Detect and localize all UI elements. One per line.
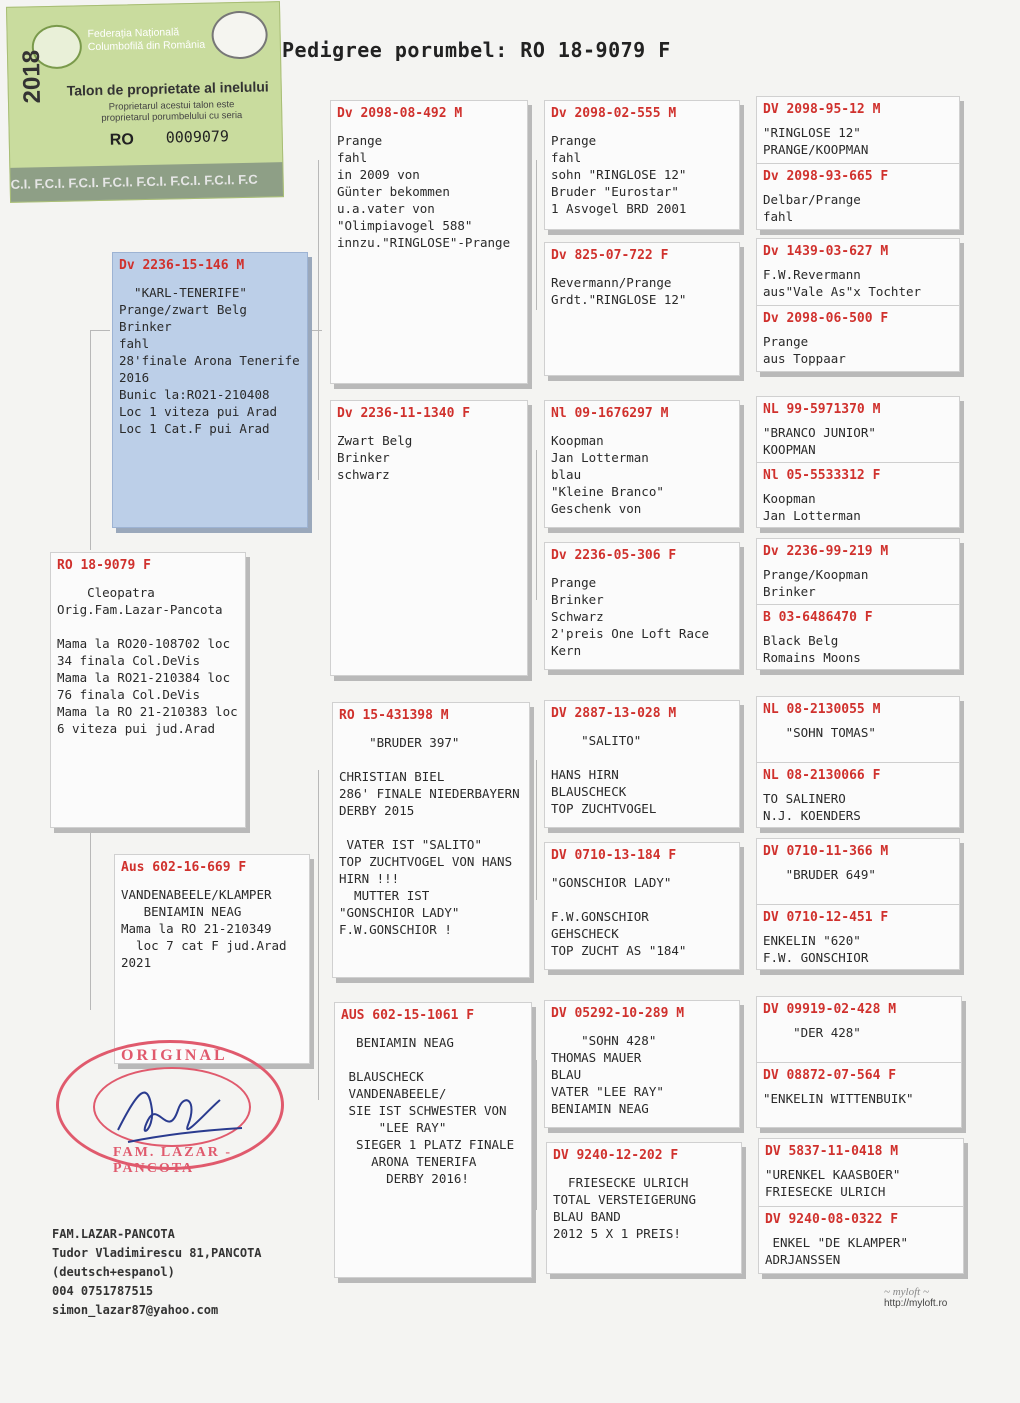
connector-line bbox=[536, 160, 537, 310]
pedigree-note: Mama la RO 21-210349 bbox=[121, 921, 272, 936]
pedigree-note: 1 Asvogel BRD 2001 bbox=[551, 201, 687, 216]
great-great-grandparent-entry bbox=[757, 762, 959, 827]
g4-pair-card bbox=[756, 538, 960, 670]
pedigree-note bbox=[57, 618, 239, 635]
great-great-grandparent-entry bbox=[757, 904, 959, 969]
pedigree-note: 6 viteza pui jud.Arad bbox=[57, 721, 216, 736]
pedigree-note: ENKEL "DE KLAMPER" bbox=[765, 1235, 908, 1250]
great-great-grandparent-entry bbox=[757, 97, 959, 163]
pedigree-note: SIE IST SCHWESTER VON bbox=[341, 1103, 507, 1118]
pedigree-note: "RINGLOSE 12" bbox=[763, 125, 861, 140]
pedigree-note: F.W.GONSCHIOR ! bbox=[339, 922, 452, 937]
pedigree-note: F.W.GONSCHIOR bbox=[551, 909, 649, 924]
pedigree-note: "DER 428" bbox=[763, 1025, 861, 1040]
ring-number: AUS 602-15-1061 F bbox=[341, 1008, 475, 1023]
pedigree-note: Bunic la:RO21-210408 bbox=[119, 387, 270, 402]
pedigree-note: fahl bbox=[763, 209, 794, 224]
pedigree-note: Brinker bbox=[763, 584, 816, 599]
ring-number: Dv 2236-05-306 F bbox=[551, 548, 677, 563]
ring-number: DV 09919-02-428 M bbox=[763, 1002, 897, 1017]
pedigree-note: TO SALINERO bbox=[763, 791, 846, 806]
page-title: Pedigree porumbel: RO 18-9079 F bbox=[282, 38, 671, 62]
pedigree-note: "LEE RAY" bbox=[341, 1120, 447, 1135]
great-great-grandparent-entry bbox=[757, 604, 959, 669]
ring-number: DV 9240-12-202 F bbox=[553, 1148, 679, 1163]
ring-number: DV 08872-07-564 F bbox=[763, 1068, 897, 1083]
pedigree-note: ADRJANSSEN bbox=[765, 1252, 841, 1267]
pedigree-note: 286' FINALE NIEDERBAYERN bbox=[339, 786, 520, 801]
pedigree-note: Grdt."RINGLOSE 12" bbox=[551, 292, 687, 307]
pedigree-note: N.J. KOENDERS bbox=[763, 808, 861, 823]
great-great-grandparent-entry bbox=[757, 163, 959, 229]
grandparent-card bbox=[334, 1002, 532, 1278]
pedigree-note: 76 finala Col.DeVis bbox=[57, 687, 200, 702]
pedigree-note: Delbar/Prange bbox=[763, 192, 861, 207]
pedigree-note: TOTAL VERSTEIGERUNG bbox=[553, 1192, 696, 1207]
pedigree-note: Bruder "Eurostar" bbox=[551, 184, 679, 199]
pedigree-note: Romains Moons bbox=[763, 650, 861, 665]
ring-number: Nl 09-1676297 M bbox=[551, 406, 669, 421]
pedigree-note: DERBY 2016! bbox=[341, 1171, 469, 1186]
pedigree-note: TOP ZUCHTVOGEL bbox=[551, 801, 657, 816]
pedigree-note: BLAU bbox=[551, 1067, 582, 1082]
breeder-address: Tudor Vladimirescu 81,PANCOTA bbox=[52, 1246, 262, 1260]
great-grandparent-card bbox=[544, 100, 740, 230]
great-great-grandparent-entry bbox=[757, 839, 959, 904]
great-great-grandparent-entry bbox=[759, 1139, 963, 1206]
pedigree-note: ARONA TENERIFA bbox=[341, 1154, 477, 1169]
connector-line bbox=[90, 330, 110, 331]
pedigree-note: Brinker bbox=[337, 450, 390, 465]
ticket-heading: Talon de proprietate al inelului bbox=[66, 78, 269, 99]
pedigree-note: Brinker bbox=[551, 592, 604, 607]
ring-number: Dv 1439-03-627 M bbox=[763, 244, 889, 259]
pedigree-note: Kern bbox=[551, 643, 582, 658]
great-grandparent-card bbox=[544, 842, 740, 970]
connector-line bbox=[536, 760, 537, 900]
pedigree-note: "BRUDER 649" bbox=[763, 867, 876, 882]
pedigree-note: Zwart Belg bbox=[337, 433, 413, 448]
ticket-year: 2018 bbox=[17, 49, 47, 104]
pedigree-note: PRANGE/KOOPMAN bbox=[763, 142, 869, 157]
ring-number: NL 08-2130066 F bbox=[763, 768, 881, 783]
connector-line bbox=[536, 1060, 537, 1210]
great-grandparent-card bbox=[544, 242, 740, 376]
fci-seal-icon bbox=[211, 10, 268, 59]
pedigree-note: Black Belg bbox=[763, 633, 839, 648]
great-grandparent-card bbox=[544, 700, 740, 828]
pedigree-note: BLAUSCHECK bbox=[551, 784, 627, 799]
pedigree-note: 34 finala Col.DeVis bbox=[57, 653, 200, 668]
pedigree-note: Prange bbox=[337, 133, 383, 148]
pedigree-note: Prange bbox=[551, 575, 597, 590]
stamp-top-text: ORIGINAL bbox=[121, 1047, 228, 1064]
ring-number: Dv 825-07-722 F bbox=[551, 248, 669, 263]
pedigree-note: Cleopatra bbox=[57, 585, 155, 600]
ticket-notice: Proprietarul acestui talon este proprietarul porumbelului cu seria bbox=[101, 99, 243, 124]
pedigree-note: u.a.vater von bbox=[337, 201, 435, 216]
pedigree-note: Brinker bbox=[119, 319, 172, 334]
ring-number: Dv 2098-02-555 M bbox=[551, 106, 677, 121]
grandparent-card bbox=[330, 100, 528, 384]
ticket-strip: C.I. F.C.I. F.C.I. F.C.I. F.C.I. F.C.I. F.C.I. F.C bbox=[10, 162, 283, 202]
pedigree-note: F.W. GONSCHIOR bbox=[763, 950, 869, 965]
ticket-prefix: RO bbox=[109, 131, 134, 149]
pedigree-note: SIEGER 1 PLATZ FINALE bbox=[341, 1137, 515, 1152]
ring-number: Dv 2098-93-665 F bbox=[763, 169, 889, 184]
pedigree-note: innzu."RINGLOSE"-Prange bbox=[337, 235, 511, 250]
g4-pair-card bbox=[756, 696, 960, 828]
pedigree-note: BLAU BAND bbox=[553, 1209, 621, 1224]
pedigree-note: Loc 1 Cat.F pui Arad bbox=[119, 421, 270, 436]
signature-icon bbox=[108, 1070, 248, 1160]
pedigree-note: GEHSCHECK bbox=[551, 926, 619, 941]
pedigree-note bbox=[341, 1051, 525, 1068]
pedigree-note: "URENKEL KAASBOER" bbox=[765, 1167, 901, 1182]
pedigree-note: VATER IST "SALITO" bbox=[339, 837, 482, 852]
pedigree-note: "Kleine Branco" bbox=[551, 484, 664, 499]
ticket-org: Federația Națională Columbofilă din România bbox=[87, 26, 206, 54]
breeder-languages: (deutsch+espanol) bbox=[52, 1265, 175, 1279]
pedigree-note: Koopman bbox=[763, 491, 816, 506]
great-great-grandparent-entry bbox=[757, 239, 959, 305]
pedigree-note: BENIAMIN NEAG bbox=[121, 904, 242, 919]
pedigree-note: fahl bbox=[551, 150, 582, 165]
sire-card bbox=[112, 252, 308, 528]
pedigree-note bbox=[339, 751, 523, 768]
pedigree-note: BLAUSCHECK bbox=[341, 1069, 424, 1084]
ring-number: Nl 05-5533312 F bbox=[763, 468, 881, 483]
pedigree-note: blau bbox=[551, 467, 582, 482]
pedigree-note: Revermann/Prange bbox=[551, 275, 672, 290]
pedigree-note: THOMAS MAUER bbox=[551, 1050, 642, 1065]
pedigree-note: Koopman bbox=[551, 433, 604, 448]
breeder-name: FAM.LAZAR-PANCOTA bbox=[52, 1227, 175, 1241]
great-great-grandparent-entry bbox=[757, 1062, 961, 1127]
ring-number: DV 2887-13-028 M bbox=[551, 706, 677, 721]
pedigree-note: "KARL-TENERIFE" bbox=[119, 285, 247, 300]
pedigree-note: loc 7 cat F jud.Arad bbox=[121, 938, 287, 953]
pedigree-note: F.W.Revermann bbox=[763, 267, 861, 282]
breeder-contact bbox=[52, 1225, 262, 1320]
great-great-grandparent-entry bbox=[757, 462, 959, 527]
great-grandparent-card bbox=[544, 1000, 740, 1128]
ring-number: DV 9240-08-0322 F bbox=[765, 1212, 899, 1227]
ring-number: Dv 2098-08-492 M bbox=[337, 106, 463, 121]
myloft-url[interactable]: http://myloft.ro bbox=[884, 1298, 948, 1309]
pedigree-note: FRIESECKE ULRICH bbox=[765, 1184, 886, 1199]
ring-ownership-ticket bbox=[6, 1, 284, 203]
g4-pair-card bbox=[756, 838, 960, 970]
pedigree-note: TOP ZUCHT AS "184" bbox=[551, 943, 687, 958]
pedigree-note: in 2009 von bbox=[337, 167, 420, 182]
pedigree-note: VANDENABEELE/KLAMPER bbox=[121, 887, 272, 902]
ring-number: Dv 2236-99-219 M bbox=[763, 544, 889, 559]
myloft-brand bbox=[884, 1286, 947, 1309]
pedigree-note: BENIAMIN NEAG bbox=[341, 1035, 454, 1050]
breeder-email[interactable]: simon_lazar87@yahoo.com bbox=[52, 1303, 219, 1317]
great-great-grandparent-entry bbox=[757, 697, 959, 762]
great-great-grandparent-entry bbox=[757, 539, 959, 604]
ring-number: DV 05292-10-289 M bbox=[551, 1006, 685, 1021]
breeder-phone: 004 0751787515 bbox=[52, 1284, 154, 1298]
pedigree-note: Mama la RO 21-210383 loc bbox=[57, 704, 238, 719]
ring-number: RO 15-431398 M bbox=[339, 708, 449, 723]
pedigree-note: 2'preis One Loft Race bbox=[551, 626, 710, 641]
ring-number: Aus 602-16-669 F bbox=[121, 860, 247, 875]
pedigree-note: "SOHN 428" bbox=[551, 1033, 657, 1048]
pedigree-note: "GONSCHIOR LADY" bbox=[551, 875, 672, 890]
pedigree-note: fahl bbox=[119, 336, 150, 351]
g4-pair-card bbox=[756, 96, 960, 230]
pedigree-note: 28'finale Arona Tenerife bbox=[119, 353, 300, 368]
pedigree-note: BENIAMIN NEAG bbox=[551, 1101, 649, 1116]
pedigree-note: "BRANCO JUNIOR" bbox=[763, 425, 876, 440]
great-great-grandparent-entry bbox=[757, 305, 959, 371]
connector-line bbox=[318, 770, 319, 1100]
pedigree-note: MUTTER IST bbox=[339, 888, 430, 903]
grandparent-card bbox=[330, 400, 528, 676]
ring-number: DV 0710-12-451 F bbox=[763, 910, 889, 925]
g4-pair-card bbox=[756, 238, 960, 372]
ring-number: Dv 2236-11-1340 F bbox=[337, 406, 471, 421]
pedigree-note: 2016 bbox=[119, 370, 150, 385]
grandparent-card bbox=[332, 702, 530, 978]
pedigree-note: CHRISTIAN BIEL bbox=[339, 769, 445, 784]
connector-line bbox=[318, 160, 319, 480]
pedigree-note: Orig.Fam.Lazar-Pancota bbox=[57, 602, 223, 617]
pedigree-note: Jan Lotterman bbox=[551, 450, 649, 465]
pedigree-note: Prange bbox=[551, 133, 597, 148]
great-grandparent-card bbox=[546, 1142, 742, 1274]
pedigree-note: "BRUDER 397" bbox=[339, 735, 460, 750]
great-great-grandparent-entry bbox=[757, 997, 961, 1062]
pedigree-note: ENKELIN "620" bbox=[763, 933, 861, 948]
pedigree-note: "SOHN TOMAS" bbox=[763, 725, 876, 740]
myloft-logo-icon: ~ myloft ~ bbox=[884, 1286, 929, 1298]
connector-line bbox=[90, 330, 91, 550]
ring-number: DV 0710-11-366 M bbox=[763, 844, 889, 859]
great-great-grandparent-entry bbox=[759, 1206, 963, 1273]
pedigree-note: Jan Lotterman bbox=[763, 508, 861, 523]
ring-number: B 03-6486470 F bbox=[763, 610, 873, 625]
great-grandparent-card bbox=[544, 400, 740, 528]
pedigree-note: Mama la RO20-108702 loc bbox=[57, 636, 231, 651]
pedigree-note bbox=[551, 749, 733, 766]
subject-card bbox=[50, 552, 246, 828]
pedigree-note: VANDENABEELE/ bbox=[341, 1086, 447, 1101]
pedigree-note: aus"Vale As"x Tochter bbox=[763, 284, 922, 299]
ring-number: DV 5837-11-0418 M bbox=[765, 1144, 899, 1159]
pedigree-note: Prange/zwart Belg bbox=[119, 302, 247, 317]
g4-pair-card bbox=[756, 996, 962, 1128]
g4-pair-card bbox=[758, 1138, 964, 1274]
stamp-bottom-text: FAM. LAZAR - PANCOTA bbox=[113, 1145, 233, 1176]
ticket-number: 0009079 bbox=[165, 127, 230, 147]
pedigree-note: schwarz bbox=[337, 467, 390, 482]
ring-number: NL 08-2130055 M bbox=[763, 702, 881, 717]
pedigree-note: 2012 5 X 1 PREIS! bbox=[553, 1226, 681, 1241]
pedigree-note: fahl bbox=[337, 150, 368, 165]
pedigree-note: Prange/Koopman bbox=[763, 567, 869, 582]
pedigree-note: "Olimpiavogel 588" bbox=[337, 218, 473, 233]
g4-pair-card bbox=[756, 396, 960, 528]
connector-line bbox=[310, 330, 322, 331]
pedigree-note: "SALITO" bbox=[551, 733, 642, 748]
pedigree-note: Mama la RO21-210384 loc bbox=[57, 670, 231, 685]
pedigree-note: HANS HIRN bbox=[551, 767, 619, 782]
pedigree-note: TOP ZUCHTVOGEL VON HANS bbox=[339, 854, 513, 869]
connector-line bbox=[536, 450, 537, 600]
pedigree-note: Günter bekommen bbox=[337, 184, 450, 199]
ring-number: Dv 2236-15-146 M bbox=[119, 258, 245, 273]
pedigree-note: "GONSCHIOR LADY" bbox=[339, 905, 460, 920]
ring-number: NL 99-5971370 M bbox=[763, 402, 881, 417]
pedigree-note: aus Toppaar bbox=[763, 351, 846, 366]
ring-number: RO 18-9079 F bbox=[57, 558, 151, 573]
pedigree-note: sohn "RINGLOSE 12" bbox=[551, 167, 687, 182]
great-great-grandparent-entry bbox=[757, 397, 959, 462]
pedigree-note bbox=[339, 819, 523, 836]
pedigree-note bbox=[551, 891, 733, 908]
ring-number: DV 2098-95-12 M bbox=[763, 102, 881, 117]
pedigree-note: HIRN !!! bbox=[339, 871, 400, 886]
pedigree-note: Schwarz bbox=[551, 609, 604, 624]
pedigree-note: VATER "LEE RAY" bbox=[551, 1084, 664, 1099]
pedigree-note: 2021 bbox=[121, 955, 152, 970]
ring-number: Dv 2098-06-500 F bbox=[763, 311, 889, 326]
pedigree-note: "ENKELIN WITTENBUIK" bbox=[763, 1091, 914, 1106]
connector-line bbox=[90, 830, 91, 1010]
pedigree-note: Prange bbox=[763, 334, 809, 349]
great-grandparent-card bbox=[544, 542, 740, 670]
dam-card bbox=[114, 854, 310, 1064]
pedigree-note: Loc 1 viteza pui Arad bbox=[119, 404, 278, 419]
ring-number: DV 0710-13-184 F bbox=[551, 848, 677, 863]
pedigree-note: Geschenk von bbox=[551, 501, 642, 516]
pedigree-note: FRIESECKE ULRICH bbox=[553, 1175, 689, 1190]
pedigree-note: KOOPMAN bbox=[763, 442, 816, 457]
pedigree-note: DERBY 2015 bbox=[339, 803, 415, 818]
